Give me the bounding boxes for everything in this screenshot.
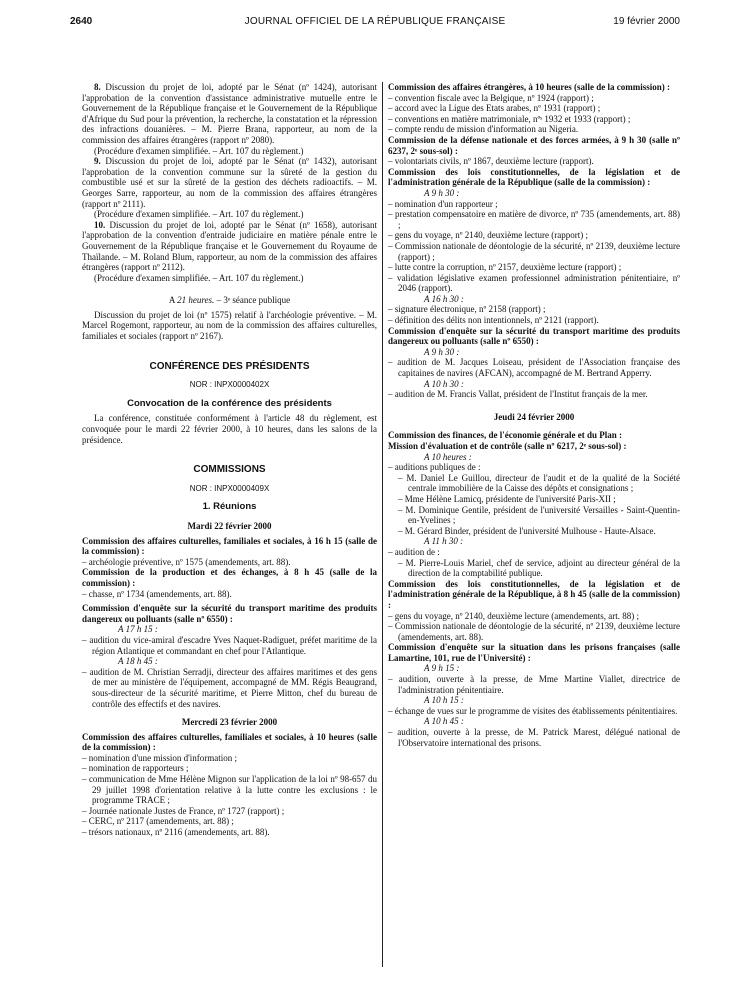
agenda-items bbox=[82, 82, 377, 283]
sub-list bbox=[388, 473, 680, 537]
list-item: – nomination d'un rapporteur ; bbox=[388, 199, 680, 210]
commission-list bbox=[82, 667, 377, 709]
time-label: A 9 h 30 : bbox=[424, 187, 460, 198]
commission-list bbox=[82, 589, 377, 600]
list-item: – Commission nationale de déontologie de la sécurité, nº 2139, deuxième lecture (amendements, art. 88). bbox=[388, 621, 680, 642]
agenda-item bbox=[82, 156, 377, 209]
procedure-note: (Procédure d'examen simplifiée. – Art. 107 du règlement.) bbox=[94, 145, 304, 156]
list-item: – audition du vice-amiral d'escadre Yves Naquet-Radiguet, préfet maritime de la région Atlantique et commandant en chef pour l'Atlantique. bbox=[82, 635, 377, 656]
seance-heading: A 21 heures. – 3ᵉ séance publique bbox=[168, 295, 291, 306]
commission-list bbox=[82, 753, 377, 838]
left-column bbox=[82, 82, 377, 838]
list-item: – audition de M. Christian Serradji, directeur des affaires maritimes et des gens de mer au ministère de l'équipement, accompagné de MM. Régis Beaugrand, sous-directeur de la sécurité maritime, et Pierre Mitton, chef du bureau de contrôle des effectifs et des navires. bbox=[82, 667, 377, 709]
commission-list bbox=[388, 304, 680, 325]
list-item: – lutte contre la corruption, nº 2157, deuxième lecture (rapport) ; bbox=[388, 262, 680, 273]
commission-list bbox=[388, 727, 680, 748]
issue-date: 19 février 2000 bbox=[613, 16, 680, 27]
list-item: – signature électronique, nº 2158 (rapport) ; bbox=[388, 304, 680, 315]
list-item: – Journée nationale Justes de France, nº 1727 (rapport) ; bbox=[82, 806, 377, 817]
list-item: – audition, ouverte à la presse, de Mme Martine Viallet, directrice de l'administration pénitentiaire. bbox=[388, 674, 680, 695]
commissions-nor: NOR : INPX0000409X bbox=[189, 483, 270, 493]
conference-nor: NOR : INPX0000402X bbox=[189, 380, 270, 390]
day-heading: Mardi 22 février 2000 bbox=[187, 521, 272, 531]
commission-list bbox=[388, 199, 680, 294]
commission-list bbox=[388, 674, 680, 695]
day-heading: Mercredi 23 février 2000 bbox=[181, 717, 278, 728]
commission-list bbox=[388, 389, 680, 400]
list-item: – audition de M. Jacques Loiseau, président de l'Association française des capitaines de navires (AFCAN), accompagné de M. Bertrand Apperry. bbox=[388, 357, 680, 378]
list-item: – validation législative examen professionnel administration pénitentiaire, nº 2046 (rapport). bbox=[388, 273, 680, 294]
time-label: A 9 h 15 : bbox=[424, 663, 460, 674]
seance-text: Discussion du projet de loi (nº 1575) relatif à l'archéologie préventive. – M. Marcel Rogemont, rapporteur, au nom de la commission des affaires culturelles, familiales et sociales (rapport nº 2167). bbox=[82, 309, 377, 342]
commission-list bbox=[388, 462, 680, 473]
mission-heading: Mission d'évaluation et de contrôle (salle nº 6217, 2ᵉ sous-sol) : bbox=[388, 441, 627, 451]
list-item: – M. Gérard Binder, président de l'université Mulhouse - Haute-Alsace. bbox=[398, 526, 680, 537]
right-column bbox=[388, 82, 680, 748]
commission-list bbox=[388, 547, 680, 558]
list-item: – chasse, nº 1734 (amendements, art. 88). bbox=[82, 589, 377, 600]
commission-list bbox=[82, 557, 377, 568]
list-item: – gens du voyage, nº 2140, deuxième lecture (amendements, art. 88) ; bbox=[388, 611, 680, 622]
agenda-item-text: Discussion du projet de loi, adopté par le Sénat (nº 1432), autorisant l'approbation de la convention commune sur la sûreté de la gestion du combustible usé et sur la sûreté de la gestion des déchets radioactifs. – M. Georges Sarre, rapporteur, au nom de la commission des affaires étrangères (rapport nº 2111). bbox=[82, 156, 377, 209]
page-header bbox=[70, 16, 680, 30]
commissions-title: COMMISSIONS bbox=[193, 464, 266, 476]
list-item: – communication de Mme Hélène Mignon sur l'application de la loi nº 98-657 du 29 juillet 1998 d'orientation relative à la lutte contre les exclusions : le programme TRACE ; bbox=[82, 774, 377, 806]
commission-list bbox=[82, 635, 377, 656]
conference-convocation: Convocation de la conférence des présidents bbox=[127, 397, 332, 409]
day-heading: Jeudi 24 février 2000 bbox=[493, 411, 575, 422]
agenda-item-number: 8. bbox=[94, 82, 101, 92]
list-item: – nomination d'une mission d'information ; bbox=[82, 753, 377, 764]
list-item: – audition de : bbox=[388, 547, 680, 558]
list-item: – audition de M. Francis Vallat, président de l'Institut français de la mer. bbox=[388, 389, 680, 400]
page-number: 2640 bbox=[70, 16, 93, 27]
list-item: – convention fiscale avec la Belgique, nº 1924 (rapport) ; bbox=[388, 93, 680, 104]
time-label: A 16 h 30 : bbox=[424, 293, 464, 304]
commission-heading: Commission d'enquête sur la sécurité du transport maritime des produits dangereux ou polluants (salle nº 6550) : bbox=[82, 603, 377, 624]
column-divider bbox=[382, 82, 383, 967]
commission-heading: Commission d'enquête sur la sécurité du transport maritime des produits dangereux ou polluants (salle nº 6550) : bbox=[388, 325, 680, 347]
list-item: – audition, ouverte à la presse, de M. Patrick Marest, délégué national de l'Observatoire international des prisons. bbox=[388, 727, 680, 748]
commission-list bbox=[388, 706, 680, 717]
list-item: – archéologie préventive, nº 1575 (amendements, art. 88). bbox=[82, 557, 377, 568]
agenda-item bbox=[82, 82, 377, 146]
commission-heading: Commission de la défense nationale et des forces armées, à 9 h 30 (salle nº 6237, 2ᵉ sous-sol) : bbox=[388, 134, 680, 156]
list-item: – CERC, nº 2117 (amendements, art. 88) ; bbox=[82, 816, 377, 827]
time-label: A 10 heures : bbox=[424, 451, 472, 462]
procedure-note: (Procédure d'examen simplifiée. – Art. 107 du règlement.) bbox=[94, 272, 304, 283]
list-item: – gens du voyage, nº 2140, deuxième lecture (rapport) ; bbox=[388, 230, 680, 241]
list-item: – M. Dominique Gentile, président de l'université Versailles - Saint-Quentin-en-Yvelines ; bbox=[398, 505, 680, 526]
list-item: – compte rendu de mission d'information au Nigeria. bbox=[388, 124, 680, 135]
list-item: – M. Pierre-Louis Mariel, chef de service, adjoint au directeur général de la direction de la comptabilité publique. bbox=[398, 558, 680, 579]
time-label: A 10 h 45 : bbox=[424, 716, 464, 727]
list-item: – Commission nationale de déontologie de la sécurité, nº 2139, deuxième lecture (rapport) ; bbox=[388, 241, 680, 262]
commission-heading: Commission d'enquête sur la situation dans les prisons françaises (salle Lamartine, 101, rue de l'Université) : bbox=[388, 642, 680, 663]
agenda-item-text: Discussion du projet de loi, adopté par le Sénat (nº 1658), autorisant l'approbation de la convention d'entraide judiciaire en matière pénale entre le Gouvernement de la République française et le Gouvernement du Royaume de Thaïlande. – M. Roland Blum, rapporteur, au nom de la commission des affaires étrangères (rapport nº 2112). bbox=[82, 219, 377, 273]
list-item: – échange de vues sur le programme de visites des établissements pénitentiaires. bbox=[388, 706, 680, 717]
commission-list bbox=[388, 357, 680, 378]
list-item: – définition des délits non intentionnels, nº 2121 (rapport). bbox=[388, 315, 680, 326]
commission-heading: Commission des affaires étrangères, à 10 heures (salle de la commission) : bbox=[388, 82, 670, 92]
sub-list bbox=[388, 558, 680, 579]
time-label: A 11 h 30 : bbox=[424, 536, 464, 547]
commission-heading: Commission des finances, de l'économie générale et du Plan : bbox=[388, 430, 622, 441]
list-item: – nomination de rapporteurs ; bbox=[82, 763, 377, 774]
time-label: A 17 h 15 : bbox=[118, 624, 158, 635]
time-label: A 10 h 15 : bbox=[424, 695, 464, 706]
agenda-item-number: 10. bbox=[94, 219, 106, 230]
conference-title: CONFÉRENCE DES PRÉSIDENTS bbox=[149, 360, 310, 372]
list-item: – prestation compensatoire en matière de divorce, nº 735 (amendements, art. 88) ; bbox=[388, 209, 680, 230]
list-item: – accord avec la Ligue des Etats arabes, nº 1931 (rapport) ; bbox=[388, 103, 680, 114]
commission-heading: Commission des affaires culturelles, familiales et sociales, à 16 h 15 (salle de la commission) : bbox=[82, 535, 377, 557]
conference-text: La conférence, constituée conformément à l'article 48 du règlement, est convoquée pour le mardi 22 février 2000, à 10 heures, dans les salons de la présidence. bbox=[82, 413, 377, 445]
agenda-item-number: 9. bbox=[94, 156, 101, 167]
commission-heading: Commission des lois constitutionnelles, de la législation et de l'administration générale de la République, à 8 h 45 (salle de la commission) : bbox=[388, 578, 680, 610]
list-item: – trésors nationaux, nº 2116 (amendements, art. 88). bbox=[82, 827, 377, 838]
commission-heading: Commission de la production et des échanges, à 8 h 45 (salle de la commission) : bbox=[82, 567, 377, 588]
list-item: – auditions publiques de : bbox=[388, 462, 680, 473]
procedure-note: (Procédure d'examen simplifiée. – Art. 107 du règlement.) bbox=[94, 209, 304, 220]
time-label: A 18 h 45 : bbox=[118, 656, 158, 667]
commission-list bbox=[388, 611, 680, 643]
list-item: – volontariats civils, nº 1867, deuxième lecture (rapport). bbox=[388, 156, 680, 167]
commission-list bbox=[388, 156, 680, 167]
list-item: – M. Daniel Le Guillou, directeur de l'audit et de la qualité de la Société centrale immobilière de la Caisse des dépôts et consignations ; bbox=[398, 473, 680, 494]
time-label: A 10 h 30 : bbox=[424, 378, 464, 389]
reunions-heading: 1. Réunions bbox=[202, 501, 257, 513]
list-item: – Mme Hélène Lamicq, présidente de l'université Paris-XII ; bbox=[398, 494, 680, 505]
commission-list bbox=[388, 93, 680, 135]
time-label: A 9 h 30 : bbox=[424, 346, 460, 357]
agenda-item-text: Discussion du projet de loi, adopté par le Sénat (nº 1424), autorisant l'approbation de la convention d'assistance administrative mutuelle entre le Gouvernement de la République française et le Gouvernement de la République d'Afrique du Sud pour la prévention, la recherche, la constatation et la répression des infractions douanières. – M. Pierre Brana, rapporteur, au nom de la commission des affaires étrangères (rapport nº 2080). bbox=[82, 82, 377, 145]
commission-heading: Commission des lois constitutionnelles, de la législation et de l'administration générale de la République (salle de la commission) : bbox=[388, 166, 680, 188]
agenda-item bbox=[82, 220, 377, 273]
commission-heading: Commission des affaires culturelles, familiales et sociales, à 10 heures (salle de la commission) : bbox=[82, 731, 377, 753]
list-item: – conventions en matière matrimoniale, nºˢ 1932 et 1933 (rapport) ; bbox=[388, 114, 680, 125]
journal-title: JOURNAL OFFICIEL DE LA RÉPUBLIQUE FRANÇAISE bbox=[244, 16, 506, 27]
